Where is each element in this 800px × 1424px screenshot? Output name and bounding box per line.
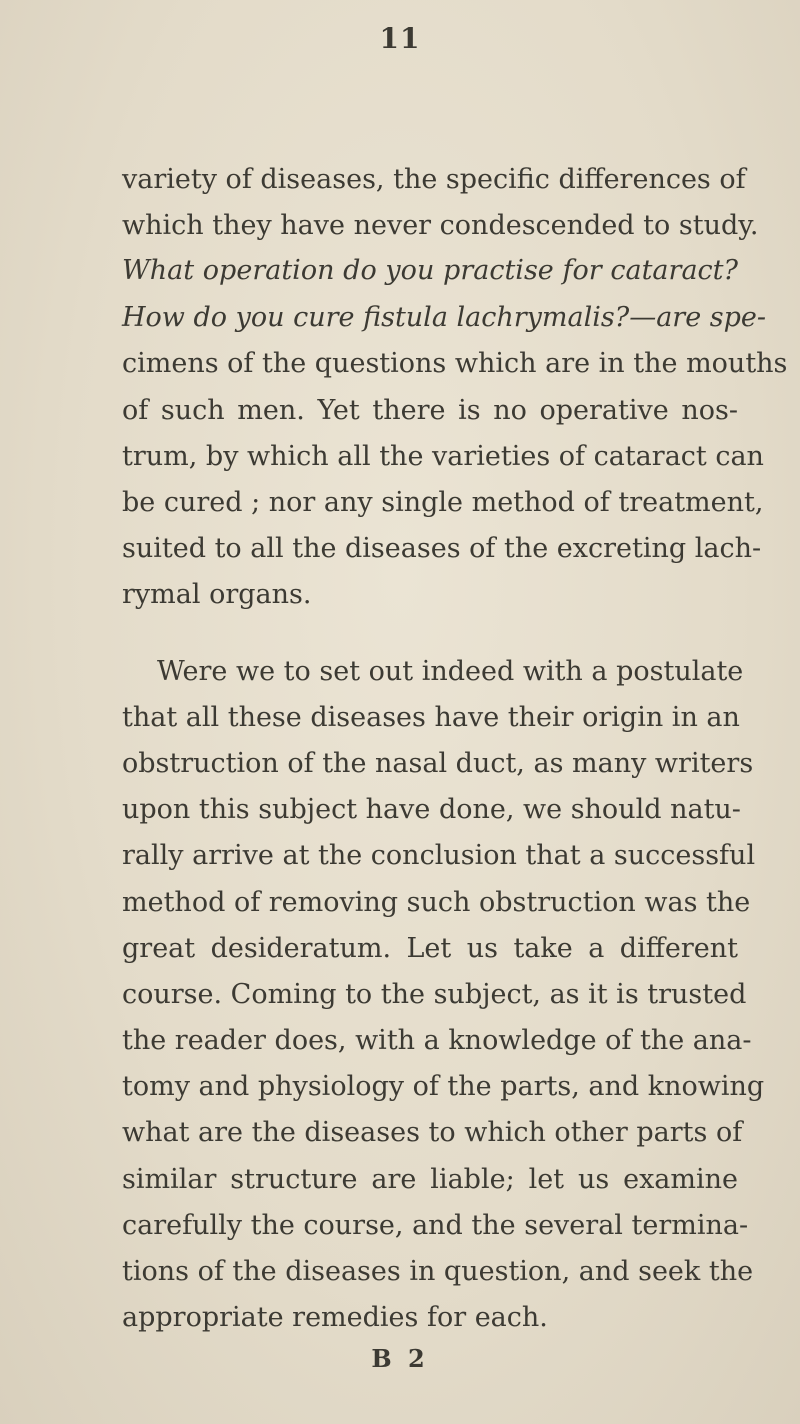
text-line: variety of diseases, the specific differences of xyxy=(122,164,746,195)
text-line-italic: What operation do you practise for cataract? xyxy=(122,255,738,286)
text-line: rally arrive at the conclusion that a successful xyxy=(122,840,756,871)
text-line: Were we to set out indeed with a postulate xyxy=(157,656,744,687)
text-line-italic: How do you cure fistula lachrymalis?—are spe- xyxy=(122,302,767,333)
page-number: 11 xyxy=(379,22,421,55)
text-line: method of removing such obstruction was the xyxy=(122,887,751,918)
text-line: of such men. Yet there is no operative nos- xyxy=(122,395,738,426)
text-line: the reader does, with a knowledge of the ana- xyxy=(122,1025,752,1056)
text-line: that all these diseases have their origin in an xyxy=(122,702,740,733)
text-line: tomy and physiology of the parts, and knowing xyxy=(122,1071,765,1102)
text-line: suited to all the diseases of the excreting lach- xyxy=(122,533,762,564)
text-line: obstruction of the nasal duct, as many writers xyxy=(122,748,754,779)
text-line: tions of the diseases in question, and seek the xyxy=(122,1256,754,1287)
signature-mark: B 2 xyxy=(371,1344,429,1373)
text-line: which they have never condescended to study. xyxy=(122,210,759,241)
text-line: what are the diseases to which other parts of xyxy=(122,1117,743,1148)
text-line: great desideratum. Let us take a different xyxy=(122,933,738,964)
text-line: course. Coming to the subject, as it is trusted xyxy=(122,979,747,1010)
text-line: rymal organs. xyxy=(122,579,312,610)
text-line: cimens of the questions which are in the mouths xyxy=(122,348,788,379)
text-line: trum, by which all the varieties of cataract can xyxy=(122,441,764,472)
text-line: upon this subject have done, we should natu- xyxy=(122,794,741,825)
text-line: be cured ; nor any single method of treatment, xyxy=(122,487,764,518)
text-line: appropriate remedies for each. xyxy=(122,1302,548,1333)
text-line: similar structure are liable; let us examine xyxy=(122,1164,738,1195)
text-line: carefully the course, and the several termina- xyxy=(122,1210,749,1241)
